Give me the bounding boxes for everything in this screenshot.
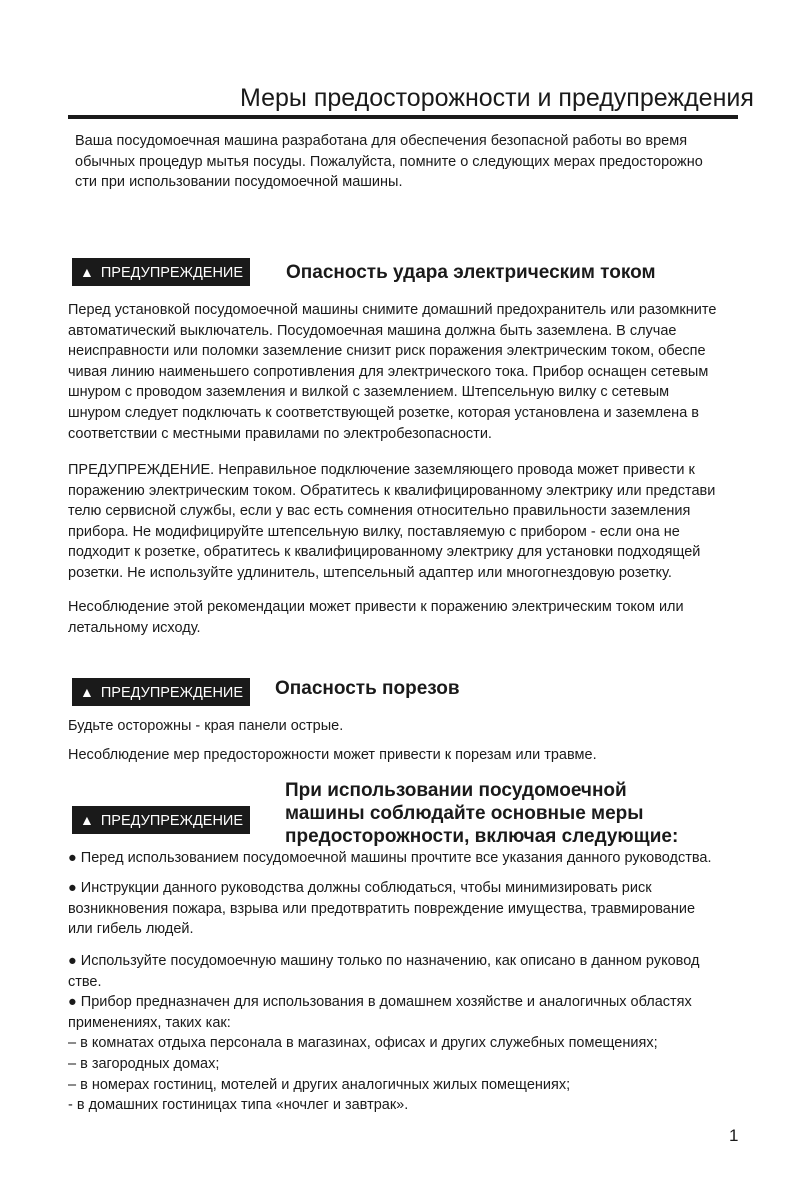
text-line: возникновения пожара, взрыва или предотвратить повреждение имущества, травмирование: [68, 900, 696, 917]
text-line: ● Прибор предназначен для использования в домашнем хозяйстве и аналогичных областях: [68, 994, 692, 1011]
text-line: летальному исходу.: [68, 619, 201, 636]
electric-shock-paragraph: [68, 300, 716, 444]
text-line: Ваша посудомоечная машина разработана для обеспечения безопасной работы во время: [75, 133, 688, 149]
title-divider: [68, 115, 738, 119]
warning-icon: ▲: [80, 684, 94, 700]
text-line: ● Инструкции данного руководства должны соблюдаться, чтобы минимизировать риск: [68, 880, 652, 896]
warning-badge-label: ПРЕДУПРЕЖДЕНИЕ: [100, 265, 244, 281]
text-line: ● Используйте посудомоечную машину только по назначению, как описано в данном руковод: [68, 953, 700, 969]
warning-icon: ▲: [80, 264, 94, 280]
section-heading-electric-shock: Опасность удара электрическим током: [286, 262, 656, 283]
text-line: соответствии с местными правилами по электробезопасности.: [68, 425, 492, 442]
warning-badge-label: ПРЕДУПРЕЖДЕНИЕ: [100, 685, 244, 701]
bullet-intended-use: [68, 951, 699, 1116]
section-heading-cuts: Опасность порезов: [275, 678, 460, 699]
text-line: применениях, таких как:: [68, 1014, 231, 1031]
page-title: Меры предосторожности и предупреждения: [240, 84, 754, 112]
text-line: розетки. Не используйте удлинитель, штепсельный адаптер или многогнездовую розетку.: [68, 564, 672, 581]
text-line: ● Перед использованием посудомоечной машины прочтите все указания данного руководства.: [68, 850, 712, 866]
grounding-warning-paragraph: [68, 460, 715, 584]
warning-badge: [72, 806, 250, 834]
heading-line: При использовании посудомоечной: [285, 780, 627, 801]
heading-line: машины соблюдайте основные меры: [285, 803, 644, 824]
text-line: или гибель людей.: [68, 921, 194, 938]
page-number: 1: [729, 1126, 739, 1145]
text-line: поражению электрическим током. Обратитесь к квалифицированному электрику или представи: [68, 482, 716, 499]
warning-badge: [72, 258, 250, 286]
bullet-read-instructions: [68, 848, 712, 869]
text-line: - в домашних гостиницах типа «ночлег и завтрак».: [68, 1097, 409, 1114]
intro-paragraph: [75, 131, 703, 193]
consequence-paragraph: [68, 597, 684, 638]
text-line: неисправности или поломки заземление снизит риск поражения электрическим током, обеспе: [68, 343, 706, 360]
text-line: – в номерах гостиниц, мотелей и других аналогичных жилых помещениях;: [68, 1076, 571, 1093]
text-line: шнуром с проводом заземления и вилкой с заземлением. Штепсельную вилку с сетевым: [68, 384, 670, 401]
warning-badge-label: ПРЕДУПРЕЖДЕНИЕ: [100, 813, 244, 829]
text-line: обычных процедур мытья посуды. Пожалуйста, помните о следующих мерах предосторожно: [75, 153, 703, 170]
text-line: чивая линию наименьшего сопротивления для электрического тока. Прибор оснащен сетевым: [68, 363, 709, 380]
text-line: сти при использовании посудомоечной машины.: [75, 174, 403, 191]
cuts-paragraph: [68, 716, 343, 737]
heading-line: предосторожности, включая следующие:: [285, 826, 679, 847]
text-line: Будьте осторожны - края панели острые.: [68, 718, 344, 734]
text-line: – в загородных домах;: [68, 1055, 220, 1072]
text-line: шнуром следует подключать к соответствующей розетке, которая установлена и заземлена в: [68, 404, 699, 421]
text-line: – в комнатах отдыха персонала в магазинах, офисах и других служебных помещениях;: [68, 1035, 658, 1052]
text-line: ПРЕДУПРЕЖДЕНИЕ. Неправильное подключение заземляющего провода может привести к: [68, 462, 695, 478]
text-line: Несоблюдение этой рекомендации может привести к поражению электрическим током или: [68, 599, 684, 615]
warning-badge: [72, 678, 250, 706]
text-line: автоматический выключатель. Посудомоечная машина должна быть заземлена. В случае: [68, 322, 677, 339]
text-line: Несоблюдение мер предосторожности может привести к порезам или травме.: [68, 747, 597, 763]
text-line: Перед установкой посудомоечной машины снимите домашний предохранитель или разомкните: [68, 302, 717, 318]
warning-icon: ▲: [80, 812, 94, 828]
text-line: стве.: [68, 973, 102, 990]
bullet-follow-instructions: [68, 878, 695, 940]
text-line: прибора. Не модифицируйте штепсельную вилку, поставляемую с прибором - если она не: [68, 523, 680, 540]
text-line: подходит к розетке, обратитесь к квалифицированному электрику для установки подходящей: [68, 544, 701, 561]
section-heading-basic-precautions: [285, 779, 678, 848]
text-line: телю сервисной службы, если у вас есть сомнения относительно правильности заземления: [68, 503, 691, 520]
cuts-consequence: [68, 745, 597, 766]
